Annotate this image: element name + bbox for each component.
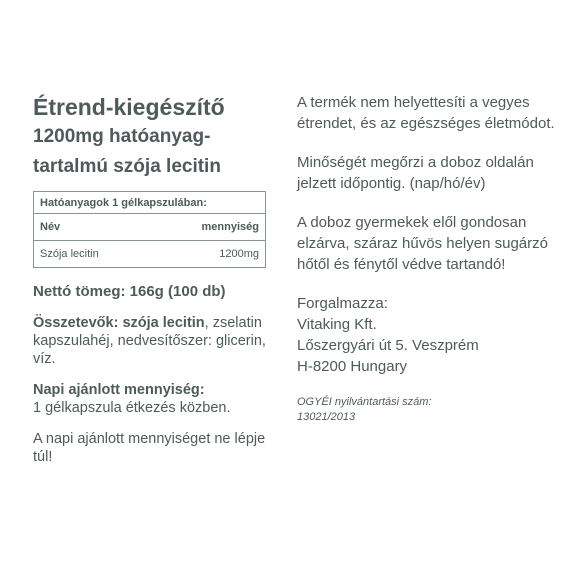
distributor-block [297, 293, 555, 377]
distributor-name: Vitaking Kft. [297, 316, 377, 333]
dose-warning: A napi ajánlott mennyiséget ne lépje túl! [33, 431, 266, 465]
daily-dose-text: 1 gélkapszula étkezés közben. [33, 400, 231, 416]
column-name-header: Név [40, 221, 61, 233]
ingredients-rest: , zselatin kapszulahéj, nedvesítőszer: glicerin, víz. [33, 315, 266, 367]
ingredients-main-item: szója lecitin [122, 315, 205, 331]
storage-notice: A doboz gyermekek elől gondosan elzárva, száraz hűvös helyen sugárzó hőtől és fénytől védve tartandó! [297, 214, 548, 273]
product-type-title: Étrend-kiegészítő [33, 94, 225, 120]
ingredient-amount: 1200mg [219, 248, 259, 260]
product-dose-title: 1200mg hatóanyag- [33, 126, 211, 147]
table-row [34, 241, 265, 267]
daily-dose [33, 381, 283, 417]
column-amount-header: mennyiség [201, 221, 259, 233]
registration-block [297, 395, 555, 425]
registration-number: 13021/2013 [297, 411, 356, 423]
net-weight: Nettó tömeg: 166g (100 db) [33, 283, 226, 300]
left-column [33, 92, 283, 466]
registration-label: OGYÉI nyilvántartási szám: [297, 396, 432, 408]
diet-notice: A termék nem helyettesíti a vegyes étrendet, és az egészséges életmódot. [297, 94, 555, 132]
distributor-street: Lőszergyári út 5. Veszprém [297, 337, 479, 354]
ingredients-text [33, 314, 283, 368]
distributor-label: Forgalmazza: [297, 295, 388, 312]
table-header: Hatóanyagok 1 gélkapszulában: [34, 192, 265, 214]
right-column [297, 92, 555, 425]
table-column-headers [34, 214, 265, 241]
daily-dose-label: Napi ajánlott mennyiség: [33, 382, 205, 398]
best-before-notice: Minőségét megőrzi a doboz oldalán jelzett időpontig. (nap/hó/év) [297, 154, 534, 192]
ingredient-name: Szója lecitin [40, 248, 99, 260]
product-name-title: tartalmú szója lecitin [33, 156, 221, 177]
distributor-city: H-8200 Hungary [297, 358, 408, 375]
ingredients-table [33, 191, 266, 268]
ingredients-label: Összetevők: [33, 315, 119, 331]
